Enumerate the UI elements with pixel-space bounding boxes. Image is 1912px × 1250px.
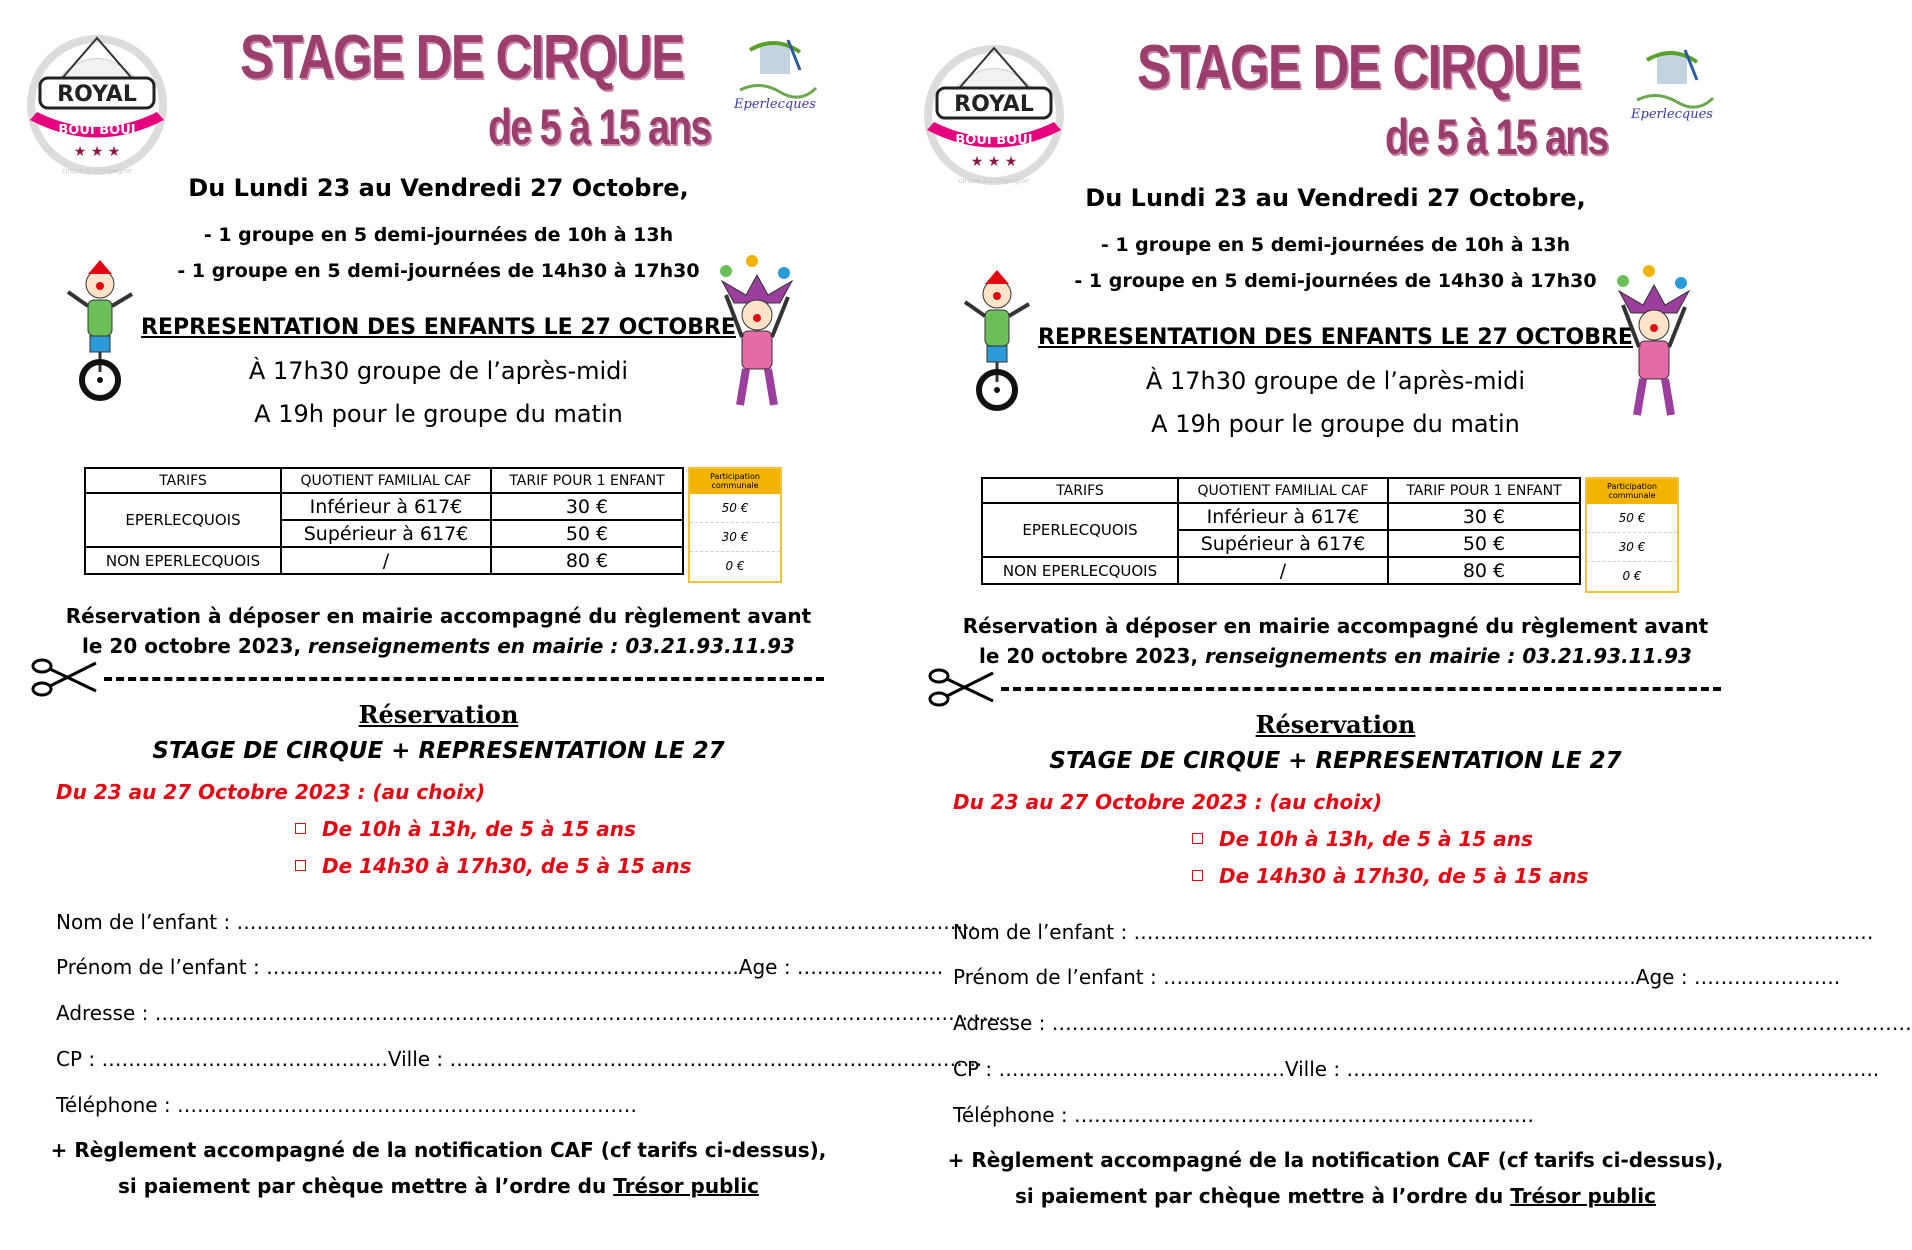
flyer-title: STAGE DE CIRQUE: [1137, 33, 1581, 102]
reservation-deadline: [0, 634, 877, 658]
participation-value: 30 €: [690, 523, 780, 552]
representation-heading: REPRESENTATION DES ENFANTS LE 27 OCTOBRE: [141, 315, 736, 340]
tariff-table: [84, 467, 684, 575]
participation-value: 50 €: [690, 494, 780, 523]
footer-payment: + Règlement accompagné de la notification CAF (cf tarifs ci-dessus),: [50, 1138, 827, 1162]
tariff-header-qf: QUOTIENT FAMILIAL CAF: [1178, 478, 1388, 503]
field-address: Adresse : …………………………………………………………………………………………………………………: [953, 1011, 1912, 1035]
option-morning: [295, 817, 636, 841]
checkbox-morning[interactable]: [295, 823, 306, 834]
eperlecques-logo: [1627, 40, 1717, 130]
participation-value: 0 €: [1622, 569, 1642, 583]
reservation-title: Réservation: [1255, 710, 1416, 739]
flyer-subtitle: de 5 à 15 ans: [488, 99, 711, 155]
checkbox-afternoon[interactable]: [295, 860, 306, 871]
field-child-lastname: Nom de l’enfant : …………………………………………………………………………………………………: [953, 920, 1874, 944]
participation-value: 0 €: [725, 559, 745, 573]
footer-cheque: [897, 1184, 1774, 1208]
tariff-header-tarifs: TARIFS: [85, 468, 281, 493]
tariff-header-price: TARIF POUR 1 ENFANT: [491, 468, 683, 493]
tariff-price-inferior: 30 €: [1388, 503, 1580, 530]
cut-line: [1001, 687, 1721, 691]
royal-boui-boui-logo: [22, 30, 172, 180]
reservation-deadline: [897, 644, 1774, 668]
field-address: Adresse : …………………………………………………………………………………………………………………: [56, 1001, 1015, 1025]
field-child-lastname: Nom de l’enfant : …………………………………………………………………………………………………: [56, 910, 977, 934]
representation-time-afternoon: À 17h30 groupe de l’après-midi: [1145, 367, 1526, 395]
representation-time-morning: A 19h pour le groupe du matin: [254, 400, 623, 428]
cut-line: [104, 677, 824, 681]
reservation-stage-line: STAGE DE CIRQUE + REPRESENTATION LE 27: [152, 738, 725, 764]
participation-communale-box: [688, 467, 782, 583]
option-morning-label: De 10h à 13h, de 5 à 15 ans: [322, 817, 636, 841]
flyer-subtitle: de 5 à 15 ans: [1385, 109, 1608, 165]
dates-line: Du Lundi 23 au Vendredi 27 Octobre,: [188, 174, 689, 202]
juggling-jester-illustration: [712, 255, 802, 415]
tariff-header-qf: QUOTIENT FAMILIAL CAF: [281, 468, 491, 493]
dates-line: Du Lundi 23 au Vendredi 27 Octobre,: [1085, 184, 1586, 212]
participation-value: 50 €: [1587, 504, 1677, 533]
svg-text:cirque & compagnie: cirque & compagnie: [958, 177, 1030, 185]
svg-text:BOUI BOUI: BOUI BOUI: [58, 123, 136, 138]
participation-header: Participation communale: [690, 469, 780, 494]
group-morning: - 1 groupe en 5 demi-journées de 10h à 13h: [1100, 234, 1571, 256]
field-postcode-city: CP : …………………………………….Ville : ……………………………………………………………………..: [56, 1047, 983, 1071]
footer-cheque-text: si paiement par chèque mettre à l’ordre du: [1015, 1184, 1511, 1208]
eperlecques-logo: [730, 30, 820, 120]
svg-text:ROYAL: ROYAL: [954, 92, 1034, 117]
reservation-dates: Du 23 au 27 Octobre 2023 : (au choix): [56, 780, 486, 804]
reservation-instructions: Réservation à déposer en mairie accompagné du règlement avant: [962, 614, 1709, 638]
option-morning-label: De 10h à 13h, de 5 à 15 ans: [1219, 827, 1533, 851]
tariff-qf-inferior: Inférieur à 617€: [281, 493, 491, 520]
svg-text:cirque & compagnie: cirque & compagnie: [61, 167, 133, 175]
tariff-header-tarifs: TARIFS: [982, 478, 1178, 503]
flyer-right: [897, 10, 1912, 1250]
scissors-icon: [30, 655, 100, 700]
group-afternoon: - 1 groupe en 5 demi-journées de 14h30 à 17h30: [177, 260, 700, 282]
tariff-qf-superior: Supérieur à 617€: [281, 520, 491, 547]
reservation-title: Réservation: [358, 700, 519, 729]
tariff-qf-superior: Supérieur à 617€: [1178, 530, 1388, 557]
tariff-price-non: 80 €: [491, 547, 683, 574]
svg-text:BOUI BOUI: BOUI BOUI: [955, 133, 1033, 148]
tariff-eperlecquois: EPERLECQUOIS: [85, 493, 281, 547]
tariff-non-eperlecquois: NON EPERLECQUOIS: [85, 547, 281, 574]
checkbox-morning[interactable]: [1192, 833, 1203, 844]
info-phone: renseignements en mairie : 03.21.93.11.93: [1205, 644, 1692, 668]
reservation-instructions: Réservation à déposer en mairie accompagné du règlement avant: [65, 604, 812, 628]
svg-text:ROYAL: ROYAL: [57, 82, 137, 107]
footer-tresor-public: Trésor public: [1510, 1184, 1656, 1208]
svg-text:Eperlecques: Eperlecques: [1631, 107, 1713, 122]
field-postcode-city: CP : …………………………………….Ville : ……………………………………………………………………..: [953, 1057, 1880, 1081]
reservation-dates: Du 23 au 27 Octobre 2023 : (au choix): [953, 790, 1383, 814]
footer-payment: + Règlement accompagné de la notification CAF (cf tarifs ci-dessus),: [947, 1148, 1724, 1172]
representation-time-morning: A 19h pour le groupe du matin: [1151, 410, 1520, 438]
deadline-date: le 20 octobre 2023,: [82, 634, 309, 658]
participation-communale-box: [1585, 477, 1679, 593]
option-afternoon-label: De 14h30 à 17h30, de 5 à 15 ans: [322, 854, 692, 878]
footer-cheque-text: si paiement par chèque mettre à l’ordre du: [118, 1174, 614, 1198]
juggling-jester-illustration: [1609, 265, 1699, 425]
representation-time-afternoon: À 17h30 groupe de l’après-midi: [248, 357, 629, 385]
participation-header: Participation communale: [1587, 479, 1677, 504]
tariff-table: [981, 477, 1581, 585]
tariff-qf-inferior: Inférieur à 617€: [1178, 503, 1388, 530]
footer-cheque: [0, 1174, 877, 1198]
svg-text:Eperlecques: Eperlecques: [734, 97, 816, 112]
tariff-qf-none: /: [1178, 557, 1388, 584]
group-afternoon: - 1 groupe en 5 demi-journées de 14h30 à 17h30: [1074, 270, 1597, 292]
field-phone: Téléphone : ……………………………………………………………: [56, 1093, 638, 1117]
info-phone: renseignements en mairie : 03.21.93.11.93: [308, 634, 795, 658]
flyer-title: STAGE DE CIRQUE: [240, 23, 684, 92]
reservation-stage-line: STAGE DE CIRQUE + REPRESENTATION LE 27: [1049, 748, 1622, 774]
option-afternoon-label: De 14h30 à 17h30, de 5 à 15 ans: [1219, 864, 1589, 888]
representation-heading: REPRESENTATION DES ENFANTS LE 27 OCTOBRE: [1038, 325, 1633, 350]
group-morning: - 1 groupe en 5 demi-journées de 10h à 13h: [203, 224, 674, 246]
tariff-price-non: 80 €: [1388, 557, 1580, 584]
field-child-firstname-age: Prénom de l’enfant : ……………………………………………………………..Age : ………………….: [56, 955, 944, 979]
field-phone: Téléphone : ……………………………………………………………: [953, 1103, 1535, 1127]
footer-tresor-public: Trésor public: [613, 1174, 759, 1198]
field-child-firstname-age: Prénom de l’enfant : ……………………………………………………………..Age : ………………….: [953, 965, 1841, 989]
royal-boui-boui-logo: [919, 40, 1069, 190]
tariff-non-eperlecquois: NON EPERLECQUOIS: [982, 557, 1178, 584]
svg-text:★ ★ ★: ★ ★ ★: [970, 154, 1018, 170]
option-morning: [1192, 827, 1533, 851]
tariff-eperlecquois: EPERLECQUOIS: [982, 503, 1178, 557]
tariff-price-superior: 50 €: [491, 520, 683, 547]
tariff-header-price: TARIF POUR 1 ENFANT: [1388, 478, 1580, 503]
checkbox-afternoon[interactable]: [1192, 870, 1203, 881]
deadline-date: le 20 octobre 2023,: [979, 644, 1206, 668]
tariff-qf-none: /: [281, 547, 491, 574]
option-afternoon: [295, 854, 692, 878]
participation-value: 30 €: [1587, 533, 1677, 562]
tariff-price-superior: 50 €: [1388, 530, 1580, 557]
svg-text:★ ★ ★: ★ ★ ★: [73, 144, 121, 160]
option-afternoon: [1192, 864, 1589, 888]
scissors-icon: [927, 665, 997, 710]
tariff-price-inferior: 30 €: [491, 493, 683, 520]
